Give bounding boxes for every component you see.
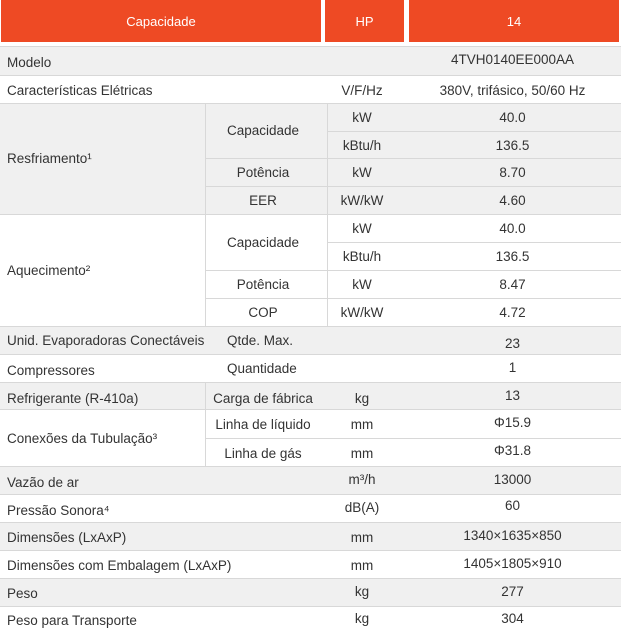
peso-value: 277 xyxy=(501,583,524,599)
evaporadoras-label: Unid. Evaporadoras Conectáveis xyxy=(7,332,205,348)
refrigerante-unit: kg xyxy=(354,390,370,406)
resfriamento-eer-unit: kW/kW xyxy=(340,192,384,208)
peso-label: Peso xyxy=(7,585,38,601)
aquecimento-cop-unit: kW/kW xyxy=(340,304,384,320)
aquecimento-cap-kbtu: 136.5 xyxy=(495,248,530,264)
conexoes-gas-value: Φ31.8 xyxy=(493,442,532,458)
resfriamento-cap-kw-unit: kW xyxy=(352,109,372,125)
aquecimento-pot: 8.47 xyxy=(499,276,526,292)
dimensoes-unit: mm xyxy=(350,529,374,545)
pressao-unit: dB(A) xyxy=(344,499,380,515)
conexoes-liquido: Linha de líquido xyxy=(215,416,311,432)
refrigerante-value: 13 xyxy=(504,387,521,403)
vazao-unit: m³/h xyxy=(348,471,376,487)
header-capacidade: Capacidade xyxy=(1,0,321,42)
resfriamento-potencia: Potência xyxy=(236,164,290,180)
refrigerante-label: Refrigerante (R-410a) xyxy=(7,390,139,406)
resfriamento-capacidade: Capacidade xyxy=(226,123,300,138)
conexoes-gas-unit: mm xyxy=(350,445,374,461)
evaporadoras-sub: Qtde. Max. xyxy=(227,332,294,348)
pressao-label: Pressão Sonora⁴ xyxy=(7,502,110,518)
resfriamento-cap-kbtu: 136.5 xyxy=(495,137,530,153)
dim-embalagem-unit: mm xyxy=(350,557,374,573)
resfriamento-eer: EER xyxy=(249,192,277,208)
peso-unit: kg xyxy=(354,583,370,599)
header-value: 14 xyxy=(409,0,619,42)
aquecimento-cap-kbtu-unit: kBtu/h xyxy=(342,248,382,264)
conexoes-liquido-value: Φ15.9 xyxy=(493,414,532,430)
refrigerante-sub: Carga de fábrica xyxy=(213,390,313,406)
aquecimento-capacidade: Capacidade xyxy=(226,234,300,250)
resfriamento-eer-value: 4.60 xyxy=(499,192,526,208)
resfriamento-cap-kw: 40.0 xyxy=(499,109,526,125)
dimensoes-label: Dimensões (LxAxP) xyxy=(7,529,127,545)
pressao-value: 60 xyxy=(504,497,521,513)
resfriamento-cap-kbtu-unit: kBtu/h xyxy=(342,137,382,153)
aquecimento-cop: COP xyxy=(248,304,278,320)
resfriamento-pot-unit: kW xyxy=(352,164,372,180)
aquecimento-cap-kw-unit: kW xyxy=(352,220,372,236)
eletricas-label: Características Elétricas xyxy=(7,82,153,98)
resfriamento-label: Resfriamento¹ xyxy=(7,151,92,166)
conexoes-label: Conexões da Tubulação³ xyxy=(7,430,158,446)
peso-transporte-unit: kg xyxy=(354,610,370,626)
dim-embalagem-label: Dimensões com Embalagem (LxAxP) xyxy=(7,557,232,573)
compressores-sub: Quantidade xyxy=(227,360,297,376)
resfriamento-pot: 8.70 xyxy=(499,164,526,180)
evaporadoras-value: 23 xyxy=(504,335,521,351)
aquecimento-potencia: Potência xyxy=(236,276,290,292)
aquecimento-cop-value: 4.72 xyxy=(499,304,526,320)
compressores-value: 1 xyxy=(508,359,517,375)
eletricas-unit: V/F/Hz xyxy=(341,82,383,98)
vazao-value: 13000 xyxy=(493,471,532,487)
vazao-label: Vazão de ar xyxy=(7,474,79,490)
aquecimento-pot-unit: kW xyxy=(352,276,372,292)
aquecimento-label: Aquecimento² xyxy=(7,262,91,278)
conexoes-gas: Linha de gás xyxy=(224,445,302,461)
dim-embalagem-value: 1405×1805×910 xyxy=(463,555,562,571)
compressores-label: Compressores xyxy=(7,362,95,378)
aquecimento-cap-kw: 40.0 xyxy=(499,220,526,236)
modelo-label: Modelo xyxy=(7,54,52,70)
conexoes-liquido-unit: mm xyxy=(350,416,374,432)
peso-transporte-value: 304 xyxy=(501,610,524,626)
peso-transporte-label: Peso para Transporte xyxy=(7,612,137,628)
eletricas-value: 380V, trifásico, 50/60 Hz xyxy=(439,82,586,98)
modelo-value: 4TVH0140EE000AA xyxy=(450,51,575,67)
header-hp: HP xyxy=(325,0,404,42)
dimensoes-value: 1340×1635×850 xyxy=(463,527,562,543)
